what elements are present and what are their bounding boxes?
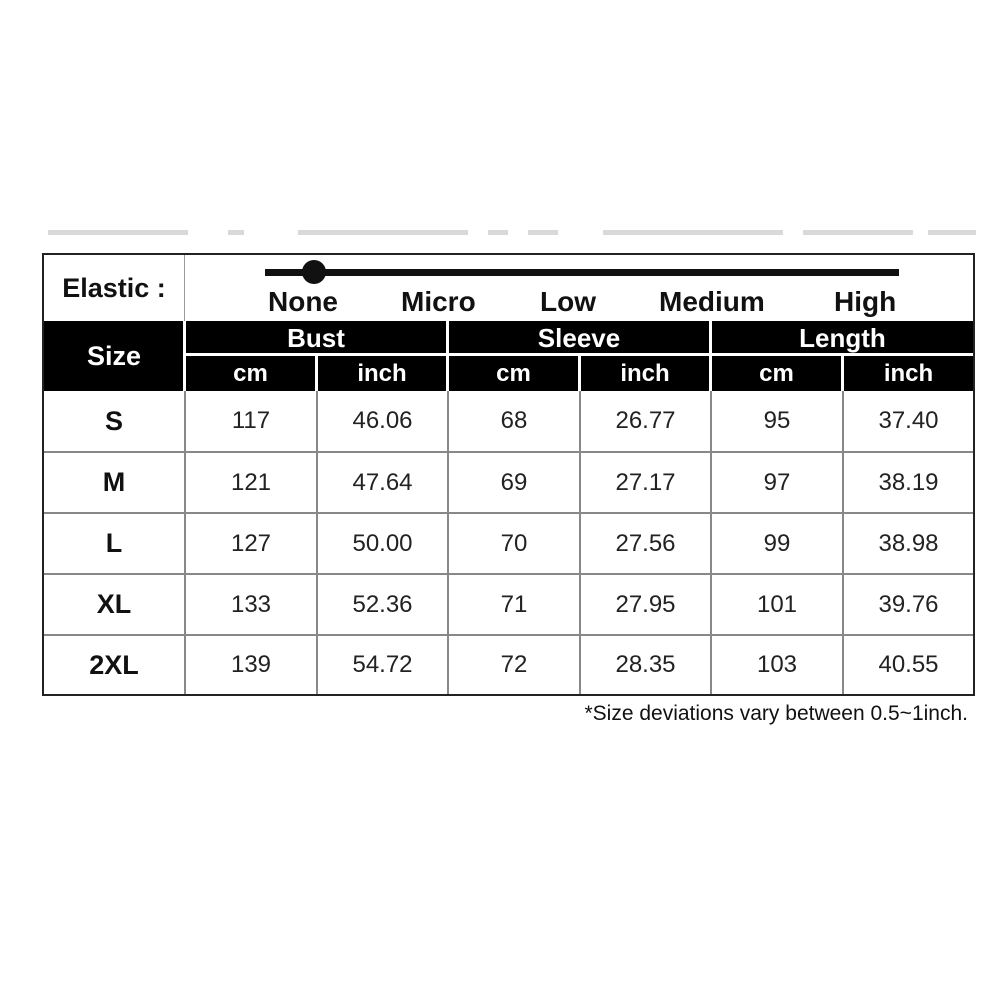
header-length-cm: cm [759,359,794,387]
length-inch-cell: 39.76 [842,575,973,634]
size-deviation-note: *Size deviations vary between 0.5~1inch. [584,702,968,725]
size-cell: M [102,467,126,497]
header-length-inch: inch [883,359,934,387]
length-cm-cell: 103 [710,636,842,694]
sleeve-cm-cell: 72 [447,636,579,694]
bust-cm-cell: 117 [184,391,316,451]
elastic-level-medium: Medium [659,286,765,317]
sleeve-inch-cell: 27.95 [579,575,710,634]
elastic-level-micro: Micro [401,286,476,317]
length-inch-cell: 38.19 [842,453,973,512]
sleeve-cm-cell: 68 [447,391,579,451]
table-row [44,573,973,634]
length-inch-cell: 38.98 [842,514,973,573]
sleeve-cm-cell: 71 [447,575,579,634]
bust-cm-cell: 133 [184,575,316,634]
elastic-level-high: High [834,286,897,317]
header-length: Length [712,324,973,356]
header-sleeve-inch: inch [620,359,670,387]
size-cell: S [104,405,123,436]
bust-cm-cell: 121 [184,453,316,512]
header-sleeve-cm: cm [496,359,531,387]
sleeve-inch-cell: 27.17 [579,453,710,512]
sleeve-inch-cell: 28.35 [579,636,710,694]
elastic-level-low: Low [540,286,596,317]
size-cell: 2XL [89,649,139,680]
table-row [44,634,973,694]
length-cm-cell: 95 [710,391,842,451]
elastic-slider-knob[interactable] [302,260,326,284]
table-row [44,451,973,512]
elastic-level-none: None [268,286,338,317]
bust-cm-cell: 127 [184,514,316,573]
bust-inch-cell: 50.00 [316,514,447,573]
table-row [44,391,973,451]
length-cm-cell: 99 [710,514,842,573]
sleeve-cm-cell: 70 [447,514,579,573]
table-body [44,391,973,694]
faint-divider [48,230,976,236]
elastic-scale [184,255,973,321]
elastic-label: Elastic : [44,255,185,321]
bust-inch-cell: 52.36 [316,575,447,634]
length-inch-cell: 37.40 [842,391,973,451]
header-bust-cm: cm [233,359,268,387]
size-chart [42,253,975,696]
bust-cm-cell: 139 [184,636,316,694]
table-row [44,512,973,573]
length-cm-cell: 101 [710,575,842,634]
bust-inch-cell: 46.06 [316,391,447,451]
length-inch-cell: 40.55 [842,636,973,694]
size-cell: L [105,528,123,558]
header-bust-inch: inch [357,359,407,387]
bust-inch-cell: 54.72 [316,636,447,694]
sleeve-cm-cell: 69 [447,453,579,512]
header-sleeve: Sleeve [449,324,709,356]
header-size: Size [86,340,142,371]
table-header [44,321,973,391]
bust-inch-cell: 47.64 [316,453,447,512]
sleeve-inch-cell: 26.77 [579,391,710,451]
header-bust: Bust [186,324,446,356]
sleeve-inch-cell: 27.56 [579,514,710,573]
length-cm-cell: 97 [710,453,842,512]
elastic-slider-track[interactable] [265,269,899,276]
size-cell: XL [96,589,132,619]
